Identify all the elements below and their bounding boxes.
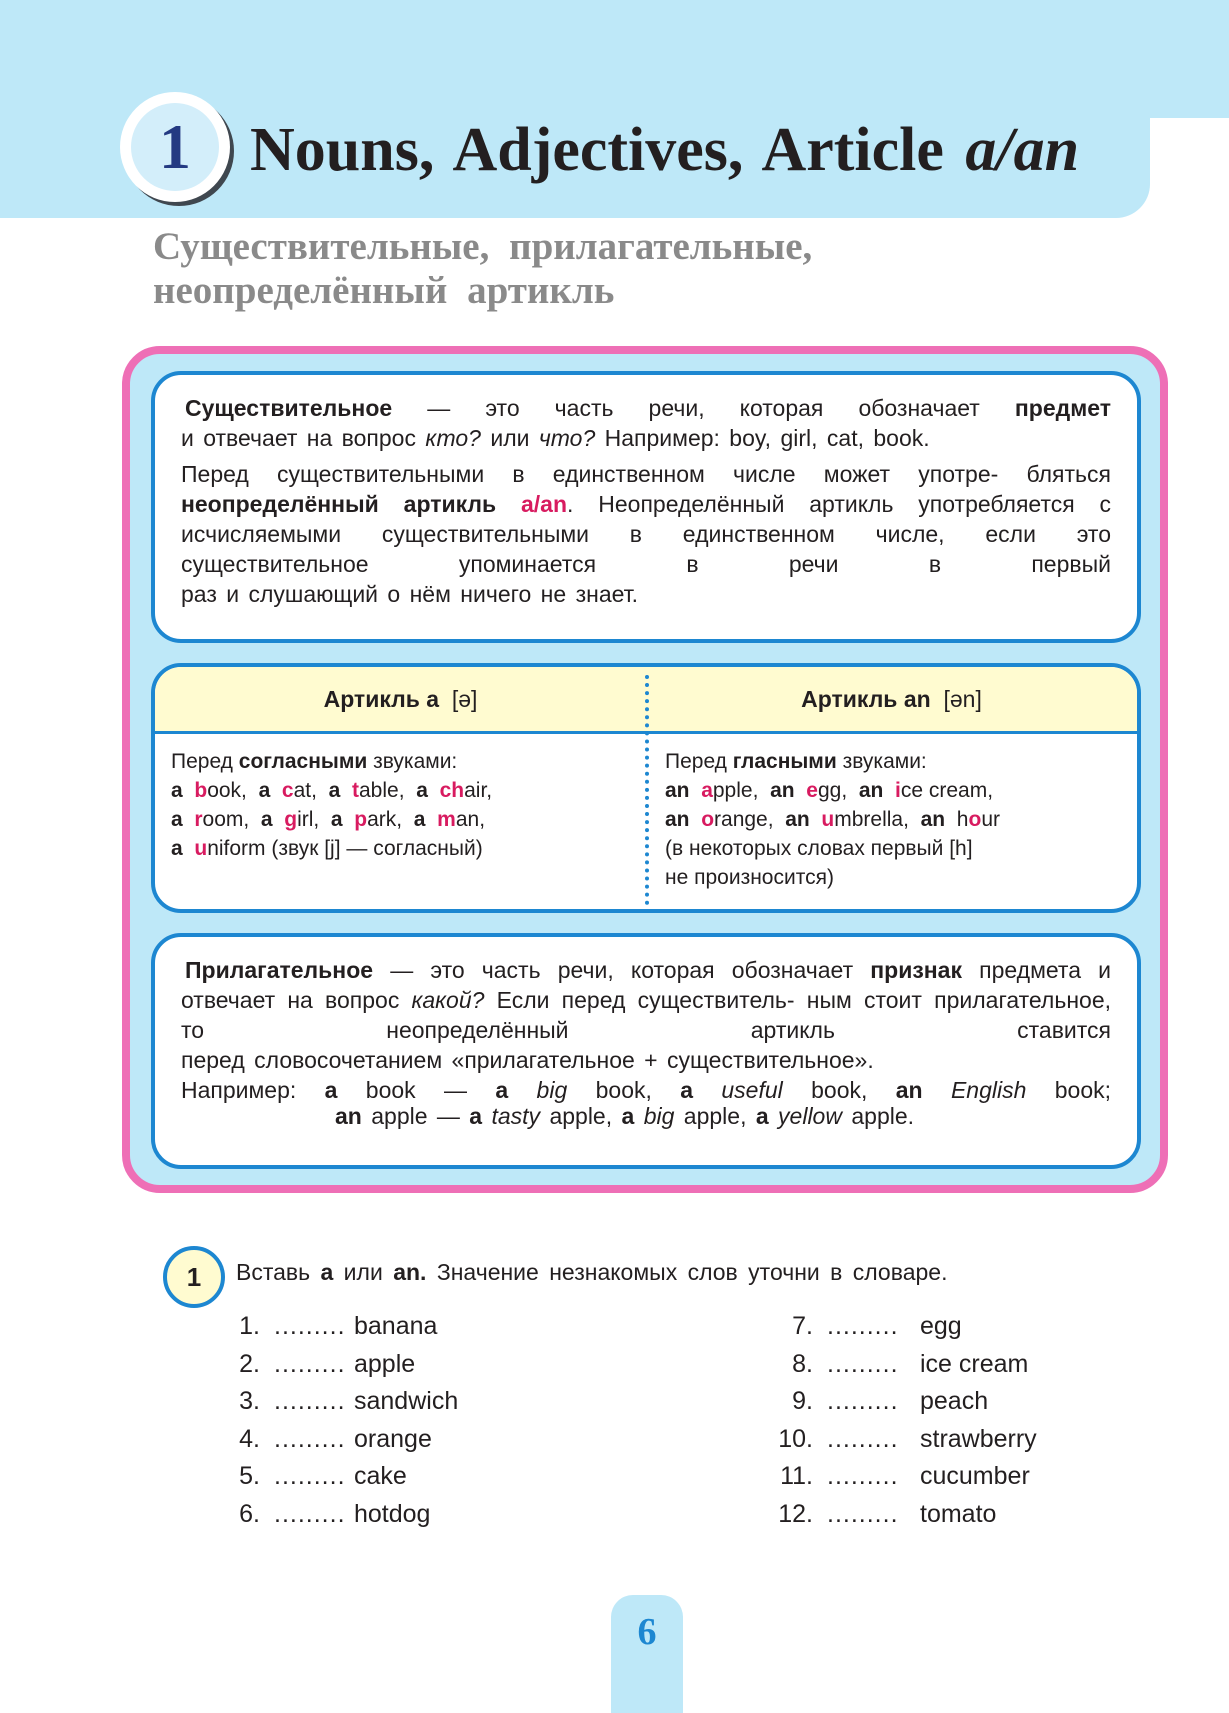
list-item: 7. ......... egg <box>768 1308 1168 1346</box>
unit-title-article: a/an <box>965 116 1080 184</box>
col-a-header: Артикль a [ə] <box>323 686 478 712</box>
noun-definition: Существительное — это часть речи, которая обозначает предмет и отвечает на вопрос кто? или что? Например: boy, girl, cat, book. <box>181 395 1111 451</box>
answer-blank[interactable]: ......... <box>827 1462 899 1490</box>
answer-blank[interactable]: ......... <box>274 1387 346 1415</box>
list-item: 11. ......... cucumber <box>768 1458 1168 1496</box>
list-item: 5. ......... cake <box>222 1458 622 1496</box>
answer-blank[interactable]: ......... <box>827 1349 899 1378</box>
answer-blank[interactable]: ......... <box>827 1424 899 1453</box>
col-an-header: Артикль an [ən] <box>801 686 982 712</box>
noun-term: Существительное <box>185 395 393 421</box>
adjective-rule-panel <box>151 933 1141 1169</box>
list-item: 9. ......... peach <box>768 1383 1168 1421</box>
answer-blank[interactable]: ......... <box>274 1499 346 1528</box>
list-item: 1. ......... banana <box>222 1308 622 1346</box>
exercise-list-right <box>768 1308 1168 1533</box>
unit-subtitle <box>153 225 1053 313</box>
noun-rule-panel <box>151 371 1141 643</box>
table-divider <box>645 675 649 905</box>
answer-blank[interactable]: ......... <box>827 1499 899 1528</box>
page-number: 6 <box>637 1611 657 1653</box>
answer-blank[interactable]: ......... <box>827 1312 899 1340</box>
unit-title <box>250 110 1150 190</box>
col-a-examples-3: a uniform (звук [j] — согласный) <box>171 837 483 860</box>
col-an-examples-1: an apple, an egg, an ice cream, <box>665 779 994 802</box>
col-a-body: Перед согласными звуками: a book, a cat, a table, a chair, a room, a girl, a park, a man, a uniform (звук [j] — согласный) <box>171 747 492 863</box>
list-item: 4. ......... orange <box>222 1421 622 1459</box>
exercise-instruction: Вставь a или an. Значение незнакомых слов уточни в словаре. <box>236 1259 948 1285</box>
article-explanation: Перед существительными в единственном числе может употре- бляться неопределённый артикль a/an. Неопределённый артикль употребляется с исчисляемыми существительными в единственном числе, если это существительное упоминается в речи в первый раз и слушающий о нём ничего не знает. <box>181 461 1112 607</box>
article-table <box>151 663 1141 913</box>
unit-number: 1 <box>131 103 219 191</box>
list-item: 12. ......... tomato <box>768 1496 1168 1534</box>
list-item: 10. ......... strawberry <box>768 1421 1168 1459</box>
list-item: 3. ......... sandwich <box>222 1383 622 1421</box>
col-an-body: Перед гласными звуками: an apple, an egg, an ice cream, an orange, an umbrella, an hour (в некоторых словах первый [h] не произносится) <box>665 750 1000 889</box>
list-item: 2. ......... apple <box>222 1346 622 1384</box>
col-an-examples-2: an orange, an umbrella, an hour <box>665 808 1000 831</box>
unit-title-main: Nouns, Adjectives, Article <box>250 116 944 184</box>
col-a-examples-1: a book, a cat, a table, a chair, <box>171 779 493 802</box>
unit-subtitle-line1: Существительные, прилагательные, <box>153 225 813 268</box>
header-band-tab <box>1150 0 1229 118</box>
answer-blank[interactable]: ......... <box>274 1349 346 1378</box>
answer-blank[interactable]: ......... <box>274 1312 346 1340</box>
adjective-examples: Например: a book — a big book, a useful book, an English book; an apple — a tasty apple, a big apple, a yellow apple. <box>181 1077 1112 1129</box>
list-item: 8. ......... ice cream <box>768 1346 1168 1384</box>
adjective-definition: Прилагательное — это часть речи, которая обозначает признак предмета и отвечает на вопрос какой? Если перед существитель- ным стоит прилагательное, то неопределённый артикль ставится перед словосочетанием «прилагательное + существительное». <box>181 957 1111 1073</box>
adjective-term: Прилагательное <box>185 957 374 983</box>
answer-blank[interactable]: ......... <box>274 1424 346 1453</box>
exercise-number: 1 <box>163 1246 225 1308</box>
exercise-list-left <box>222 1308 622 1533</box>
answer-blank[interactable]: ......... <box>274 1462 346 1490</box>
list-item: 6. ......... hotdog <box>222 1496 622 1534</box>
unit-subtitle-line2: неопределённый артикль <box>153 269 615 312</box>
col-a-examples-2: a room, a girl, a park, a man, <box>171 808 486 831</box>
answer-blank[interactable]: ......... <box>827 1387 899 1415</box>
